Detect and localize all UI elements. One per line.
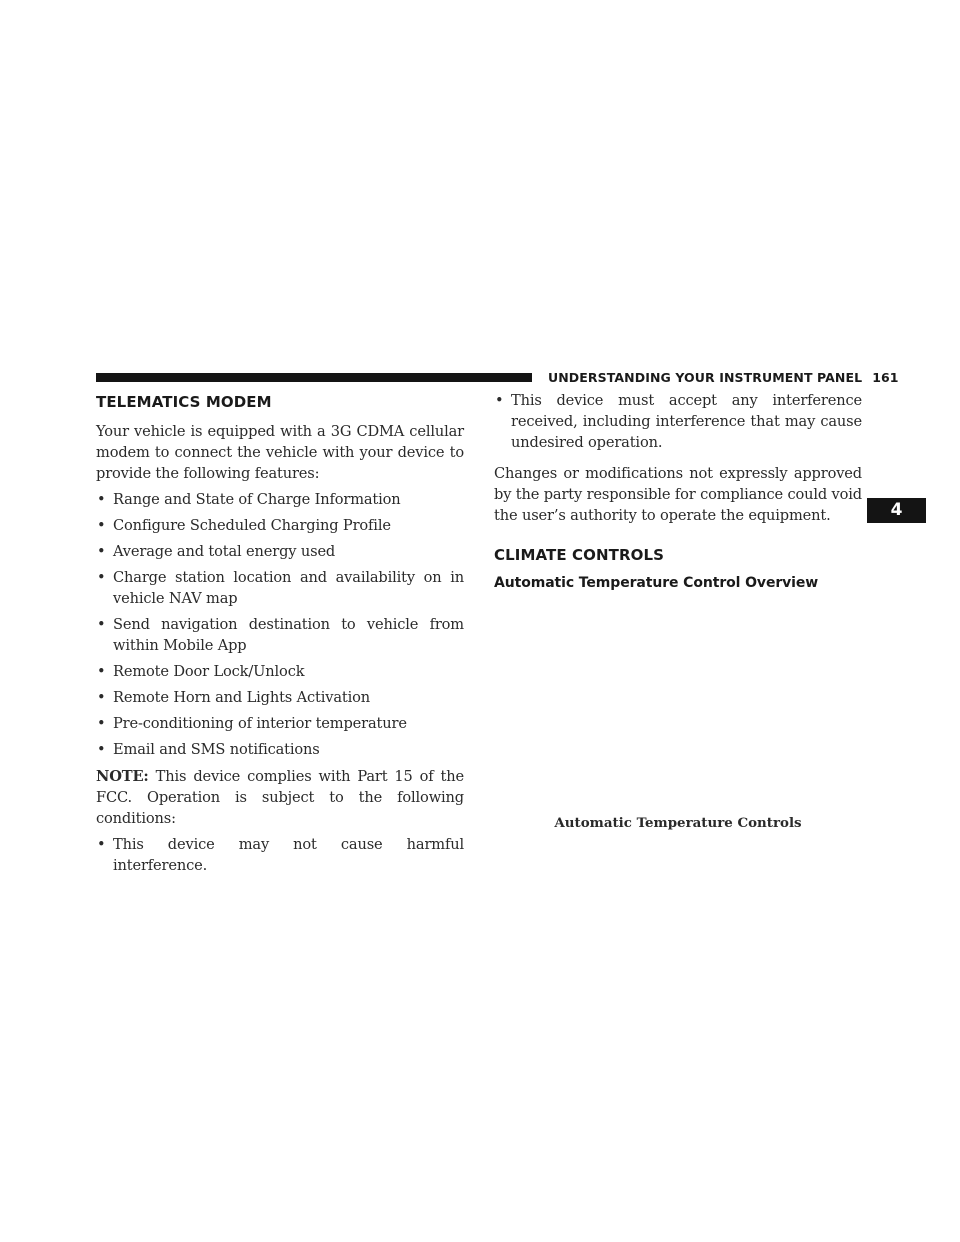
bullet: • (97, 689, 106, 706)
right-column (494, 390, 862, 591)
bullet: • (495, 392, 504, 409)
list-item: • This device must accept any interference received, including interference that may cause undesired operation. (495, 392, 862, 451)
bullet: • (97, 741, 106, 758)
condition-list-left (96, 834, 464, 876)
bullet: • (97, 616, 106, 633)
bullet: • (97, 543, 106, 560)
bullet: • (97, 569, 106, 586)
bullet: • (97, 491, 106, 508)
header-rule (96, 373, 532, 382)
list-item: • Remote Horn and Lights Activation (97, 689, 371, 706)
chapter-tab[interactable]: 4 (867, 498, 926, 523)
list-item: • Send navigation destination to vehicle from within Mobile App (97, 616, 464, 654)
list-item: • Range and State of Charge Information (97, 491, 401, 508)
condition-list-right (494, 390, 862, 453)
subheading-atc-overview: Automatic Temperature Control Overview (494, 575, 819, 591)
note-text: This device complies with Part 15 of the FCC. Operation is subject to the following conditions: (96, 768, 464, 827)
running-title: UNDERSTANDING YOUR INSTRUMENT PANEL (548, 370, 863, 385)
section-heading-telematics: TELEMATICS MODEM (96, 393, 272, 411)
figure-caption: Automatic Temperature Controls (554, 815, 802, 831)
list-item: • Average and total energy used (97, 543, 336, 560)
running-head (548, 370, 899, 385)
bullet: • (97, 836, 106, 853)
page-number: 161 (872, 370, 899, 385)
list-item: • This device may not cause harmful interference. (97, 836, 464, 874)
changes-warning: Changes or modifications not expressly approved by the party responsible for compliance could void the user’s authority to operate the equipment. (494, 465, 862, 524)
telematics-intro: Your vehicle is equipped with a 3G CDMA cellular modem to connect the vehicle with your device to provide the following features: (96, 423, 464, 482)
bullet: • (97, 663, 106, 680)
section-heading-climate: CLIMATE CONTROLS (494, 546, 665, 564)
note-label: NOTE: (96, 768, 149, 785)
bullet: • (97, 517, 106, 534)
bullet: • (97, 715, 106, 732)
list-item: • Configure Scheduled Charging Profile (97, 517, 391, 534)
list-item: • Remote Door Lock/Unlock (97, 663, 305, 680)
feature-list (96, 489, 464, 760)
climate-controls-figure (494, 592, 862, 802)
list-item: • Email and SMS notifications (97, 741, 320, 758)
left-column (96, 390, 464, 876)
fcc-note (96, 766, 464, 829)
list-item: • Charge station location and availability on in vehicle NAV map (97, 569, 464, 607)
list-item: • Pre-conditioning of interior temperature (97, 715, 407, 732)
